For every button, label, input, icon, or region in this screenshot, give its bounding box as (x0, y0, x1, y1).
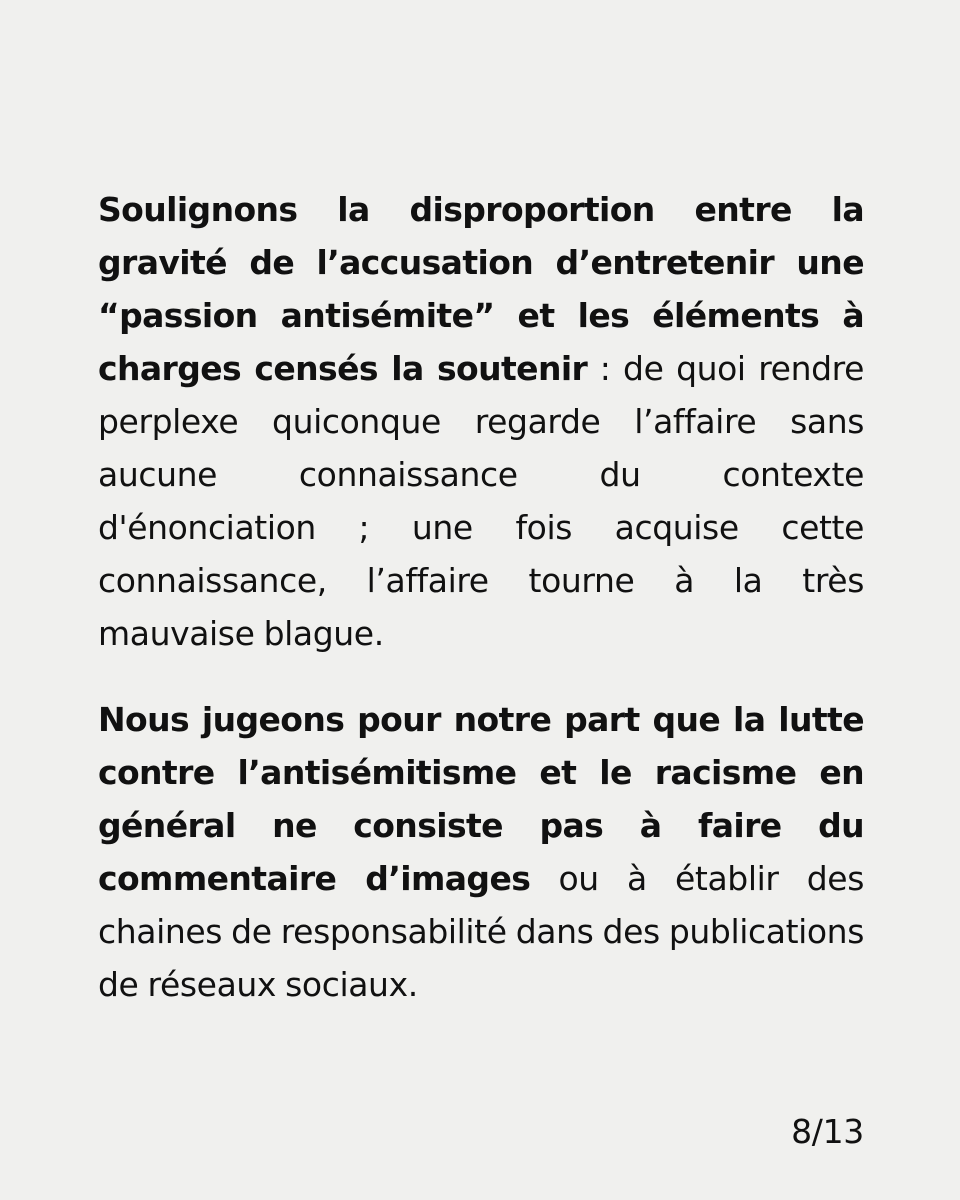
page-counter: 8/13 (791, 1112, 864, 1151)
paragraph-lutte-bold: Nous jugeons pour notre part que la lutte contre l’antisémitisme et le racisme en général ne consiste pas à faire du commentaire d’images (98, 700, 864, 898)
paragraph-disproportion (98, 183, 864, 660)
slide-content (98, 183, 864, 1011)
paragraph-lutte (98, 693, 864, 1011)
paragraph-disproportion-bold: Soulignons la disproportion entre la gravité de l’accusation d’entretenir une “passion antisémite” et les éléments à charges censés la soutenir (98, 190, 864, 388)
paragraph-lutte-regular: ou à établir des chaines de responsabilité dans des publications de réseaux sociaux. (98, 859, 865, 1004)
paragraph-disproportion-regular: : de quoi rendre perplexe quiconque regarde l’affaire sans aucune connaissance du contexte d'énonciation ; une fois acquise cette connaissance, l’affaire tourne à la très mauvaise blague. (98, 349, 864, 653)
